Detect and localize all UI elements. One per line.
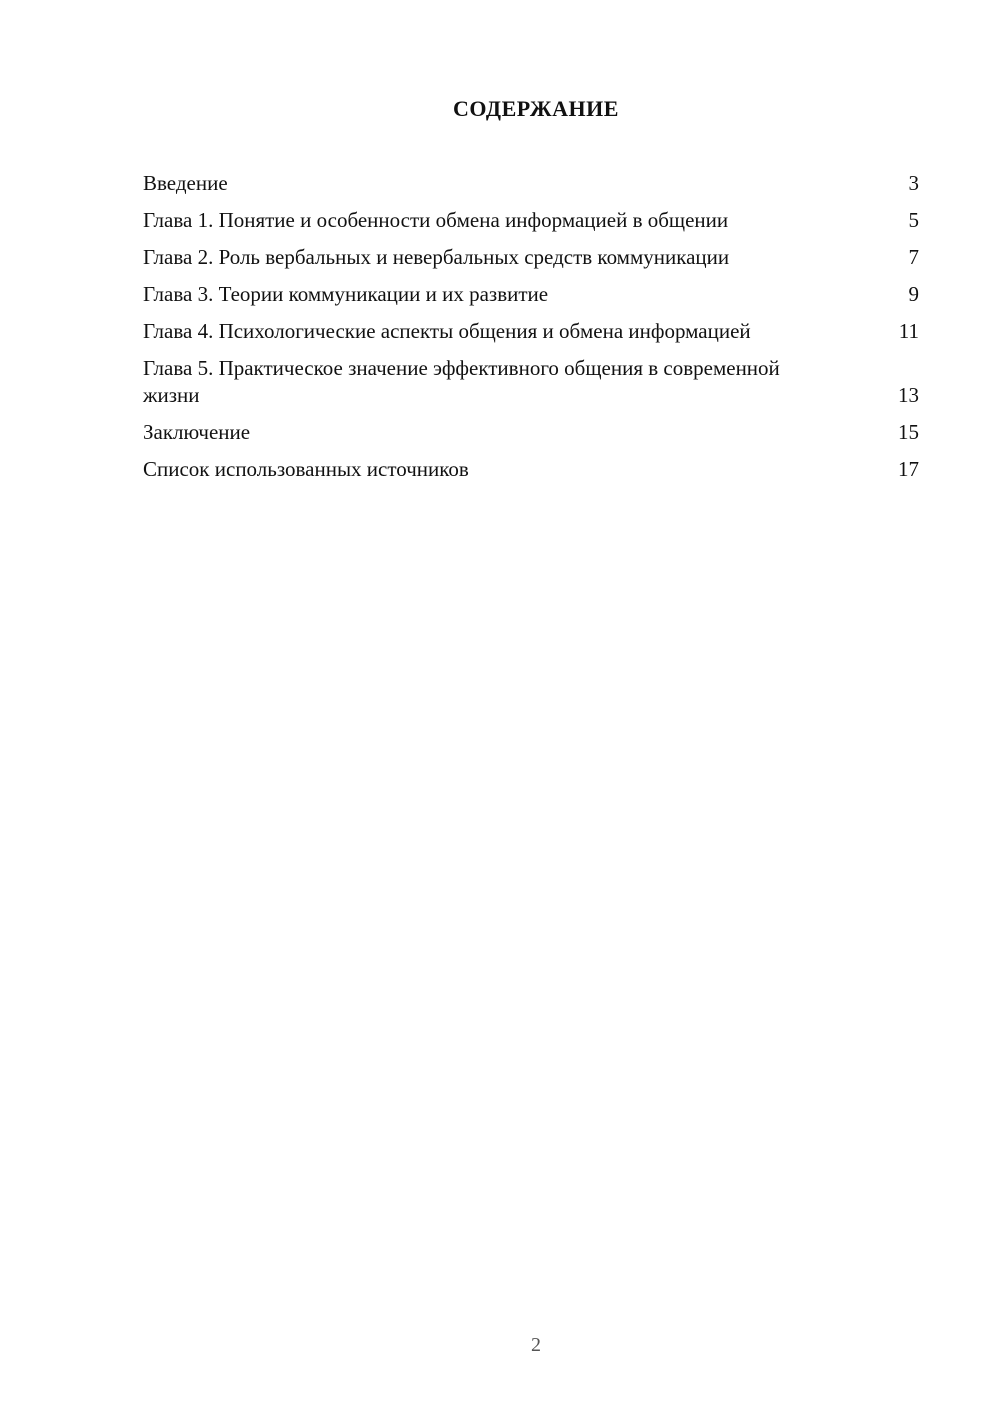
toc-entry-title: Глава 3. Теории коммуникации и их развитие xyxy=(143,282,549,306)
toc-entry-page: 3 xyxy=(908,171,919,195)
toc-entry-chapter-4 xyxy=(143,318,919,345)
toc-entry-page: 15 xyxy=(898,420,919,444)
toc-entry-title: Список использованных источников xyxy=(143,457,469,481)
toc-entry-title: Глава 4. Психологические аспекты общения и обмена информацией xyxy=(143,319,751,343)
toc-entry-page: 7 xyxy=(908,245,919,269)
toc-entry-page: 11 xyxy=(898,319,919,343)
toc-entry-introduction xyxy=(143,170,919,197)
toc-entry-page: 13 xyxy=(898,383,919,407)
toc-entry-title: Введение xyxy=(143,171,228,195)
toc-entry-references xyxy=(143,456,919,483)
page-number: 2 xyxy=(531,1334,541,1356)
toc-entry-chapter-5 xyxy=(143,355,919,409)
toc-entry-page: 5 xyxy=(908,208,919,232)
toc-entry-title: Глава 1. Понятие и особенности обмена информацией в общении xyxy=(143,208,729,232)
toc-entry-title: Глава 5. Практическое значение эффективного общения в современной жизни xyxy=(143,356,780,407)
toc-entry-title: Глава 2. Роль вербальных и невербальных средств коммуникации xyxy=(143,245,730,269)
toc-title: СОДЕРЖАНИЕ xyxy=(453,96,619,121)
toc-entry-page: 9 xyxy=(908,282,919,306)
toc-entry-conclusion xyxy=(143,419,919,446)
table-of-contents xyxy=(143,170,919,493)
toc-entry-chapter-2 xyxy=(143,244,919,271)
toc-entry-chapter-3 xyxy=(143,281,919,308)
toc-entry-chapter-1 xyxy=(143,207,919,234)
toc-entry-title: Заключение xyxy=(143,420,251,444)
toc-entry-page: 17 xyxy=(898,457,919,481)
